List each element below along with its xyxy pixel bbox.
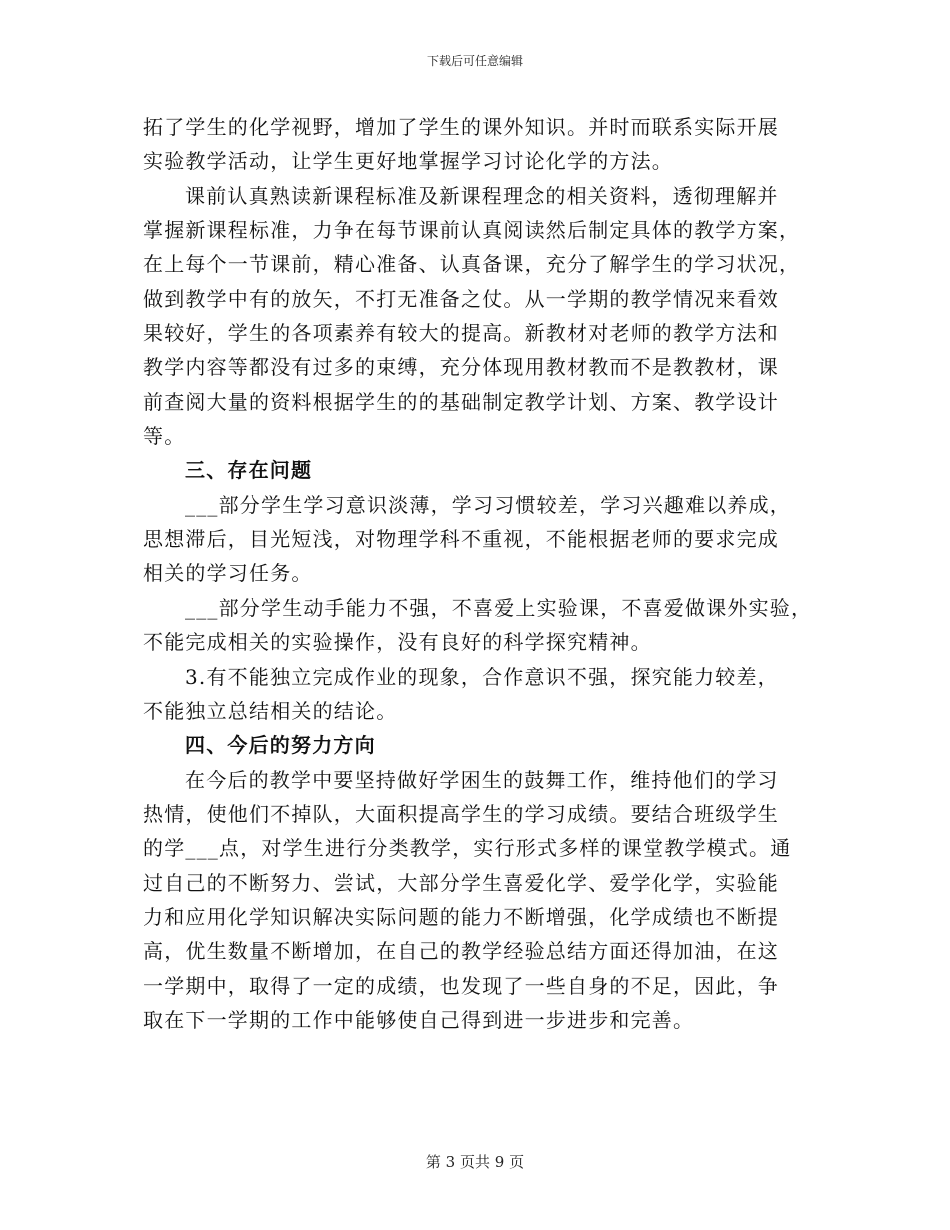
page-header: 下载后可任意编辑 <box>426 54 523 68</box>
body-line: 不能独立总结相关的结论。 <box>143 698 398 723</box>
body-line: 前查阅大量的资料根据学生的的基础制定教学计划、方案、教学设计 <box>143 389 779 414</box>
body-line: 相关的学习任务。 <box>143 561 313 586</box>
body-line: 不能完成相关的实验操作，没有良好的科学探究精神。 <box>143 630 652 655</box>
page-body <box>143 110 823 1037</box>
body-line: 一学期中，取得了一定的成绩，也发现了一些自身的不足，因此，争 <box>143 973 779 998</box>
paragraph-start-line: ___部分学生动手能力不强，不喜爱上实验课，不喜爱做课外实验， <box>185 595 813 620</box>
body-line: 教学内容等都没有过多的束缚，充分体现用教材教而不是教教材，课 <box>143 355 779 380</box>
body-line: 在上每个一节课前，精心准备、认真备课，充分了解学生的学习状况， <box>143 252 801 277</box>
body-line: 的学___点，对学生进行分类教学，实行形式多样的课堂教学模式。通 <box>143 836 792 861</box>
paragraph-start-line: 在今后的教学中要坚持做好学困生的鼓舞工作，维持他们的学习 <box>185 767 779 792</box>
paragraph-start-line: ___部分学生学习意识淡薄，学习习惯较差，学习兴趣难以养成， <box>185 492 791 517</box>
section-heading-problems: 三、存在问题 <box>185 458 313 483</box>
paragraph-start-line: 课前认真熟读新课程标准及新课程理念的相关资料，透彻理解并 <box>185 183 779 208</box>
page-footer: 第 3 页共 9 页 <box>425 1153 525 1171</box>
body-line: 热情，使他们不掉队，大面积提高学生的学习成绩。要结合班级学生 <box>143 801 779 826</box>
body-line: 思想滞后，目光短浅，对物理学科不重视，不能根据老师的要求完成 <box>143 527 779 552</box>
section-heading-future-direction: 四、今后的努力方向 <box>185 733 376 758</box>
body-line: 取在下一学期的工作中能够使自己得到进一步进步和完善。 <box>143 1007 695 1032</box>
body-line: 拓了学生的化学视野，增加了学生的课外知识。并时而联系实际开展 <box>143 115 779 139</box>
body-line: 掌握新课程标准，力争在每节课前认真阅读然后制定具体的教学方案， <box>143 218 801 243</box>
body-line: 做到教学中有的放矢，不打无准备之仗。从一学期的教学情况来看效 <box>143 286 779 311</box>
body-line: 力和应用化学知识解决实际问题的能力不断增强，化学成绩也不断提 <box>143 904 779 929</box>
body-line: 等。 <box>143 424 186 449</box>
body-line: 实验教学活动，让学生更好地掌握学习讨论化学的方法。 <box>143 149 673 174</box>
body-line: 过自己的不断努力、尝试，大部分学生喜爱化学、爱学化学，实验能 <box>143 870 779 895</box>
paragraph-start-line: 3.有不能独立完成作业的现象，合作意识不强，探究能力较差， <box>185 664 779 689</box>
body-line: 果较好，学生的各项素养有较大的提高。新教材对老师的教学方法和 <box>143 321 779 346</box>
body-line: 高，优生数量不断增加，在自己的教学经验总结方面还得加油，在这 <box>143 939 779 964</box>
